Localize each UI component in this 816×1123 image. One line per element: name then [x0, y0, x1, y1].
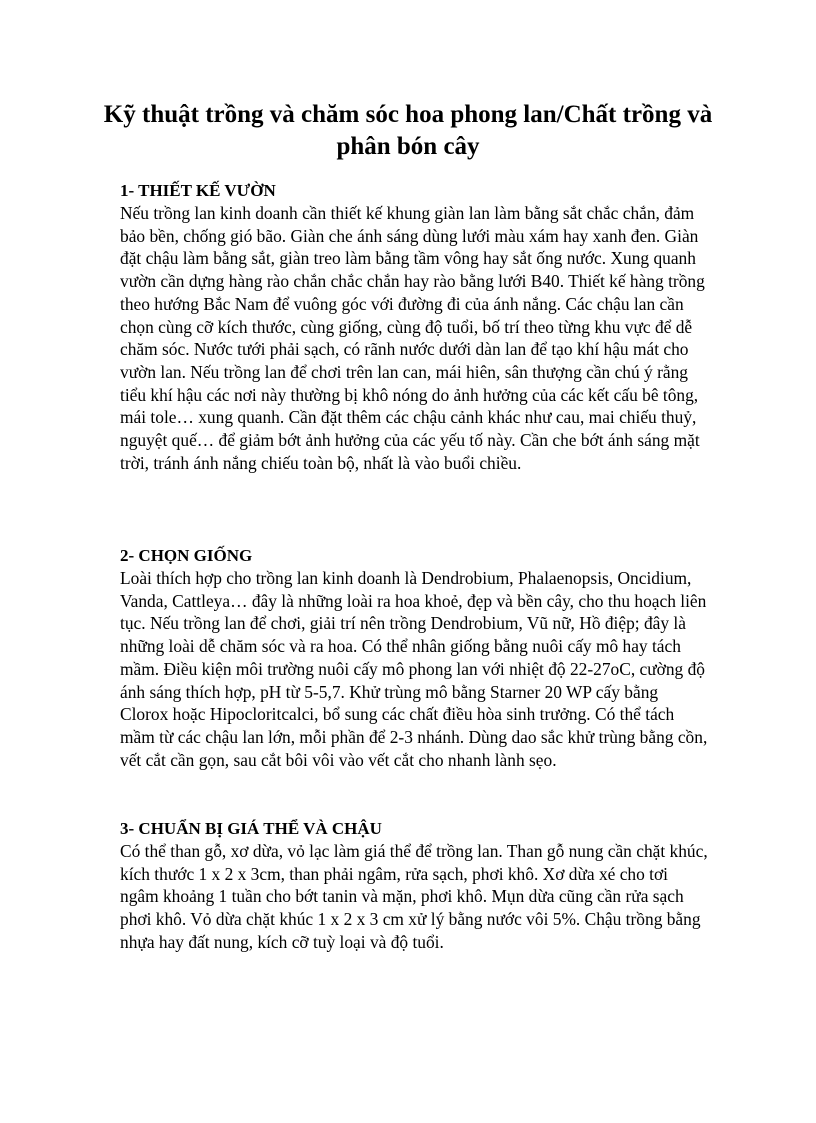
section-chon-giong — [120, 545, 710, 771]
section-chuan-bi-gia-the — [120, 818, 710, 954]
section-paragraph: Có thể than gỗ, xơ dừa, vỏ lạc làm giá thể để trồng lan. Than gỗ nung cần chặt khúc, kích thước 1 x 2 x 3cm, than phải ngâm, rửa sạch, phơi khô. Xơ dừa xé cho tơi ngâm khoảng 1 tuần cho bớt tanin và mặn, phơi khô. Mụn dừa cũng cần rửa sạch phơi khô. Vỏ dừa chặt khúc 1 x 2 x 3 cm xử lý bằng nước vôi 5%. Chậu trồng bằng nhựa hay đất nung, kích cỡ tuỳ loại và độ tuổi. — [120, 841, 708, 952]
section-paragraph: Nếu trồng lan kinh doanh cần thiết kế khung giàn lan làm bằng sắt chắc chắn, đảm bảo bền, chống gió bão. Giàn che ánh sáng dùng lưới màu xám hay xanh đen. Giàn đặt chậu làm bằng sắt, giàn treo làm bằng tầm vông hay sắt ống nước. Xung quanh vườn cần dựng hàng rào chắn chắc chắn hay rào bằng lưới B40. Thiết kế hàng trồng theo hướng Bắc Nam để vuông góc với đường đi của ánh nắng. Các chậu lan cần chọn cùng cỡ kích thước, cùng giống, cùng độ tuổi, bố trí theo từng khu vực để dễ chăm sóc. Nước tưới phải sạch, có rãnh nước dưới dàn lan để tạo khí hậu mát cho vườn lan. Nếu trồng lan để chơi trên lan can, mái hiên, sân thượng cần chú ý rằng tiểu khí hậu các nơi này thường bị khô nóng do ảnh hưởng của các kết cấu bê tông, mái tole… xung quanh. Cần đặt thêm các chậu cảnh khác như cau, mai chiếu thuỷ, nguyệt quế… để giảm bớt ảnh hưởng của các yếu tố này. Cần che bớt ánh sáng mặt trời, tránh ánh nắng chiếu toàn bộ, nhất là vào buổi chiều. — [120, 203, 705, 473]
section-thiet-ke-vuon — [120, 180, 710, 474]
page-title: Kỹ thuật trồng và chăm sóc hoa phong lan/Chất trồng và phân bón cây — [103, 101, 713, 160]
section-heading: 1- THIẾT KẾ VƯỜN — [120, 181, 276, 200]
section-paragraph: Loài thích hợp cho trồng lan kinh doanh là Dendrobium, Phalaenopsis, Oncidium, Vanda, Cattleya… đây là những loài ra hoa khoẻ, đẹp và bền cây, cho thu hoạch liên tục. Nếu trồng lan để chơi, giải trí nên trồng Dendrobium, Vũ nữ, Hồ điệp; đây là những loài dễ chăm sóc và ra hoa. Có thể nhân giống bằng nuôi cấy mô hay tách mầm. Điều kiện môi trường nuôi cấy mô phong lan với nhiệt độ 22-27oC, cường độ ánh sáng thích hợp, pH từ 5-5,7. Khử trùng mô bằng Starner 20 WP cấy bằng Clorox hoặc Hipocloritcalci, bổ sung các chất điều hòa sinh trưởng. Có thể tách mầm từ các chậu lan lớn, mỗi phần để 2-3 nhánh. Dùng dao sắc khử trùng bằng cồn, vết cắt cần gọn, sau cắt bôi vôi vào vết cắt cho nhanh lành sẹo. — [120, 568, 708, 770]
section-heading: 2- CHỌN GIỐNG — [120, 546, 253, 565]
section-heading: 3- CHUẨN BỊ GIÁ THỂ VÀ CHẬU — [120, 819, 382, 838]
